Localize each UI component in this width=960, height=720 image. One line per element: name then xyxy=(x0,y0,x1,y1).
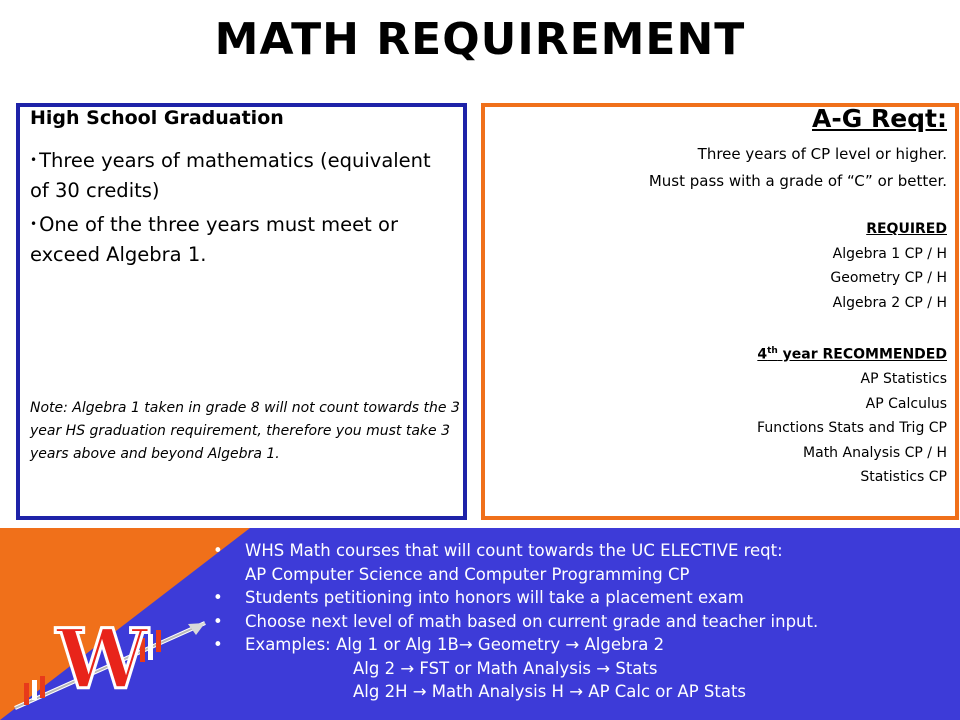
school-logo-icon xyxy=(10,588,210,713)
footer-example-line: Alg 2H → Math Analysis H → AP Calc or AP Stats xyxy=(353,682,747,701)
required-course: Algebra 1 CP / H xyxy=(832,245,947,262)
graduation-box xyxy=(16,103,467,520)
recommended-course: Statistics CP xyxy=(860,469,947,486)
footer-bullet: • Students petitioning into honors will take a placement exam xyxy=(213,588,744,607)
footer-bullet: • Choose next level of math based on current grade and teacher input. xyxy=(213,611,819,631)
bullet-dot: • xyxy=(30,153,38,167)
footer-bullets xyxy=(213,539,945,704)
required-course: Geometry CP / H xyxy=(830,270,947,286)
ag-requirement-box xyxy=(481,103,959,520)
recommended-course: Functions Stats and Trig CP xyxy=(757,420,947,437)
graduation-heading: High School Graduation xyxy=(30,107,284,129)
recommended-heading: 4th year RECOMMENDED xyxy=(757,346,947,363)
graduation-bullet: • One of the three years must meet or exceed Algebra 1. xyxy=(30,213,398,266)
footer-bullet: • Examples: Alg 1 or Alg 1B→ Geometry → Algebra 2 xyxy=(213,635,665,654)
graduation-bullet: • Three years of mathematics (equivalent of 30 credits) xyxy=(30,149,431,202)
footer-bullet-continuation: AP Computer Science and Computer Programming CP xyxy=(245,564,690,584)
svg-text:W: W xyxy=(55,612,149,708)
graduation-note: Note: Algebra 1 taken in grade 8 will not count towards the 3 year HS graduation requirement, therefore you must take 3 years above and beyond Algebra 1. xyxy=(30,400,460,462)
footer-example-line: Alg 2 → FST or Math Analysis → Stats xyxy=(353,658,658,678)
recommended-course: AP Calculus xyxy=(865,395,947,412)
bullet-dot: • xyxy=(30,217,38,231)
footer-bullet: • WHS Math courses that will count towards the UC ELECTIVE reqt: xyxy=(213,541,783,560)
ag-heading: A-G Reqt: xyxy=(812,104,947,133)
required-course: Algebra 2 CP / H xyxy=(832,294,947,311)
page-title: MATH REQUIREMENT xyxy=(214,14,746,65)
course-list xyxy=(757,217,947,490)
ag-line: Three years of CP level or higher. xyxy=(697,145,947,163)
ag-line: Must pass with a grade of “C” or better. xyxy=(648,172,947,190)
recommended-course: Math Analysis CP / H xyxy=(803,444,947,461)
required-heading: REQUIRED xyxy=(866,221,947,237)
footer-band xyxy=(0,528,960,720)
recommended-course: AP Statistics xyxy=(860,371,947,388)
